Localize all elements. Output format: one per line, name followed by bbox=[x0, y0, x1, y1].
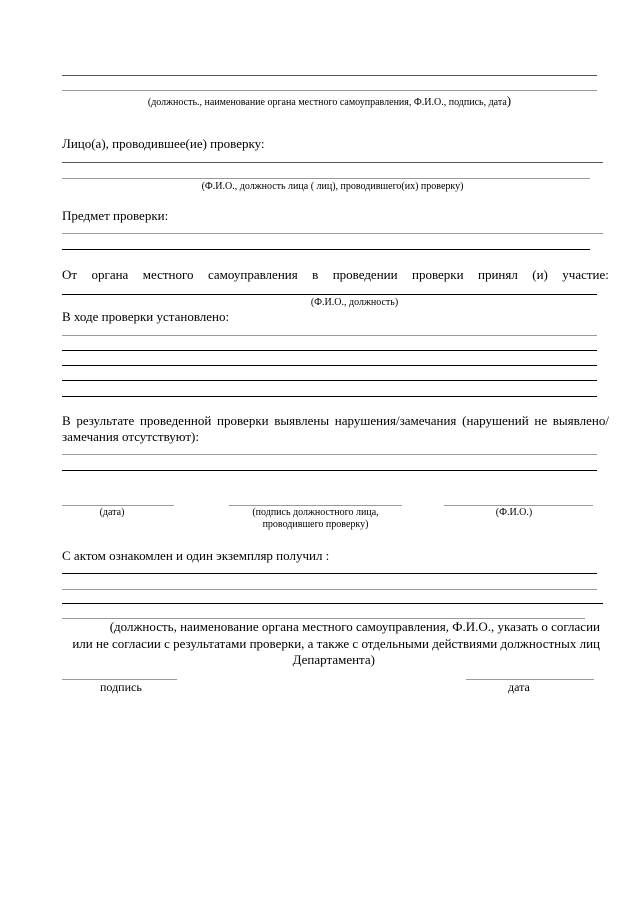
violations-line-1 bbox=[62, 454, 597, 455]
participant-caption: (Ф.И.О., должность) bbox=[310, 297, 399, 308]
acknowledgment-caption-line3: Департамента) bbox=[292, 652, 375, 667]
findings-line-5 bbox=[62, 396, 597, 397]
acknowledgment-caption-line2: или не согласии с результатами проверки, а также с отдельными действиями должностных лиц bbox=[72, 636, 600, 651]
findings-line-4 bbox=[62, 380, 597, 381]
participant-label: От органа местного самоуправления в проведении проверки принял (и) участие: bbox=[62, 267, 609, 282]
header-caption: (должность., наименование органа местного самоуправления, Ф.И.О., подпись, дата) bbox=[147, 93, 512, 108]
violations-line-2 bbox=[62, 470, 597, 471]
participant-line bbox=[62, 294, 597, 295]
date-caption: (дата) bbox=[99, 507, 125, 518]
findings-line-3 bbox=[62, 365, 597, 366]
official-signature-line bbox=[229, 505, 402, 506]
official-caption-line1: (подпись должностного лица, bbox=[252, 507, 379, 518]
acknowledgment-date-label: дата bbox=[508, 680, 530, 694]
official-caption-line2: проводившего проверку) bbox=[262, 519, 369, 530]
acknowledgment-signature-label: подпись bbox=[100, 680, 142, 694]
violations-label-line2: замечания отсутствуют): bbox=[62, 429, 199, 444]
acknowledgment-label: С актом ознакомлен и один экземпляр получил : bbox=[62, 548, 330, 563]
inspectors-label: Лицо(а), проводившее(ие) проверку: bbox=[62, 136, 265, 151]
acknowledgment-date-line bbox=[466, 679, 594, 680]
name-signature-line bbox=[444, 505, 593, 506]
subject-line-1 bbox=[62, 233, 603, 234]
violations-label-line1: В результате проведенной проверки выявлены нарушения/замечания (нарушений не выявлено/ bbox=[62, 413, 609, 428]
acknowledgment-line-2 bbox=[62, 589, 597, 590]
name-caption: (Ф.И.О.) bbox=[495, 507, 533, 518]
findings-line-2 bbox=[62, 350, 597, 351]
findings-line-1 bbox=[62, 335, 597, 336]
acknowledgment-line-3 bbox=[62, 603, 603, 604]
subject-line-2 bbox=[62, 249, 590, 250]
acknowledgment-line-1 bbox=[62, 573, 597, 574]
inspectors-line-1 bbox=[62, 162, 603, 163]
date-signature-line bbox=[62, 505, 174, 506]
subject-label: Предмет проверки: bbox=[62, 208, 169, 223]
header-line-1 bbox=[62, 75, 597, 76]
inspectors-line-2 bbox=[62, 178, 590, 179]
acknowledgment-caption-line1: (должность, наименование органа местного самоуправления, Ф.И.О., указать о согласии bbox=[109, 619, 600, 634]
inspectors-caption: (Ф.И.О., должность лица ( лиц), проводившего(их) проверку) bbox=[201, 181, 464, 192]
findings-label: В ходе проверки установлено: bbox=[62, 309, 230, 324]
header-line-2 bbox=[62, 90, 597, 91]
